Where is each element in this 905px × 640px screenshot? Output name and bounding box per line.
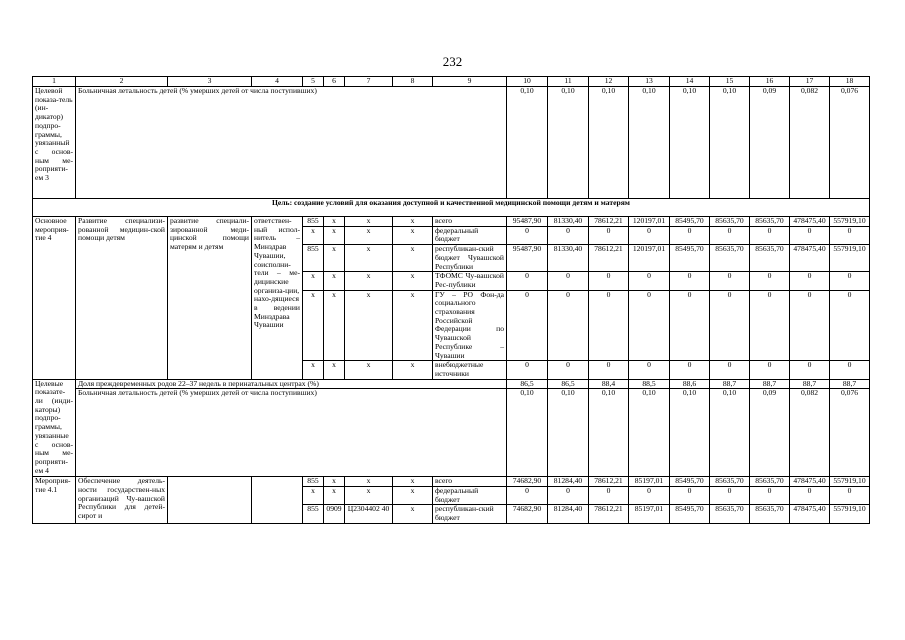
value-cell: 85495,70 (670, 245, 710, 272)
col-num: 4 (252, 77, 303, 87)
value-cell: 0,10 (629, 87, 670, 199)
code-cell: x (324, 217, 345, 227)
value-cell: 88,7 (790, 379, 830, 389)
value-cell: 88,4 (589, 379, 629, 389)
value-cell: 478475,40 (790, 505, 830, 523)
value-cell: 78612,21 (589, 217, 629, 227)
value-cell: 86,5 (548, 379, 589, 389)
value-cell: 0 (589, 361, 629, 379)
col-num: 11 (548, 77, 589, 87)
value-cell: 0,09 (750, 87, 790, 199)
activity-label: Основное мероприя-тие 4 (33, 217, 76, 380)
value-cell: 95487,90 (507, 217, 548, 227)
value-cell: 0 (548, 487, 589, 505)
value-cell: 88,6 (670, 379, 710, 389)
funding-source: ГУ – РО Фон-да социального страхования Российской Федерации по Чувашской Республике – Чувашии (433, 290, 507, 361)
activity-executor (252, 477, 303, 524)
code-cell: x (345, 361, 393, 379)
code-cell: x (345, 217, 393, 227)
m41-row-total (33, 477, 870, 487)
value-cell: 0 (507, 487, 548, 505)
value-cell: 0,09 (750, 389, 790, 477)
value-cell: 0,10 (548, 87, 589, 199)
value-cell: 0 (750, 361, 790, 379)
value-cell: 86,5 (507, 379, 548, 389)
value-cell: 0,10 (507, 87, 548, 199)
value-cell: 478475,40 (790, 477, 830, 487)
code-cell: x (393, 226, 433, 244)
funding-source: всего (433, 477, 507, 487)
goal-row (33, 199, 870, 217)
value-cell: 78612,21 (589, 245, 629, 272)
code-cell: x (393, 272, 433, 290)
value-cell: 85197,01 (629, 477, 670, 487)
value-cell: 0 (670, 361, 710, 379)
value-cell: 120197,01 (629, 245, 670, 272)
code-cell: x (393, 217, 433, 227)
value-cell: 0 (830, 272, 870, 290)
code-cell: x (303, 226, 324, 244)
value-cell: 88,7 (750, 379, 790, 389)
code-cell: x (324, 226, 345, 244)
code-cell: x (393, 477, 433, 487)
funding-source: федеральный бюджет (433, 487, 507, 505)
value-cell: 81330,40 (548, 245, 589, 272)
value-cell: 0 (589, 272, 629, 290)
value-cell: 0,10 (670, 389, 710, 477)
col-num: 10 (507, 77, 548, 87)
value-cell: 0 (507, 272, 548, 290)
value-cell: 85635,70 (710, 217, 750, 227)
value-cell: 0,10 (670, 87, 710, 199)
code-cell: x (393, 505, 433, 523)
value-cell: 81284,40 (548, 505, 589, 523)
value-cell: 0 (589, 226, 629, 244)
activity-task: развитие специали-зированной меди-цинской помощи матерям и детям (168, 217, 252, 380)
value-cell: 0 (629, 487, 670, 505)
value-cell: 78612,21 (589, 505, 629, 523)
value-cell: 85635,70 (710, 505, 750, 523)
funding-source: ТФОМС Чу-вашской Рес-публики (433, 272, 507, 290)
col-num: 5 (303, 77, 324, 87)
om4-row-total (33, 217, 870, 227)
value-cell: 0 (790, 290, 830, 361)
value-cell: 0 (790, 226, 830, 244)
value-cell: 85635,70 (750, 217, 790, 227)
value-cell: 0 (830, 361, 870, 379)
value-cell: 0 (629, 226, 670, 244)
code-cell: x (345, 487, 393, 505)
value-cell: 78612,21 (589, 477, 629, 487)
col-num: 6 (324, 77, 345, 87)
value-cell: 0,076 (830, 389, 870, 477)
col-num: 17 (790, 77, 830, 87)
activity-task (168, 477, 252, 524)
value-cell: 0 (830, 226, 870, 244)
column-number-row (33, 77, 870, 87)
col-num: 13 (629, 77, 670, 87)
code-cell: x (324, 487, 345, 505)
value-cell: 0 (710, 487, 750, 505)
value-cell: 0 (629, 272, 670, 290)
value-cell: 0 (830, 487, 870, 505)
code-cell: x (345, 226, 393, 244)
value-cell: 0 (670, 487, 710, 505)
col-num: 1 (33, 77, 76, 87)
target-label: Целевые показате-ли (инди-каторы) подпро-граммы, увязанные с основ-ным ме-роприяти-ем 4 (33, 379, 76, 477)
code-cell: x (303, 290, 324, 361)
value-cell: 0 (507, 290, 548, 361)
value-cell: 0,076 (830, 87, 870, 199)
value-cell: 0 (790, 361, 830, 379)
code-cell: 855 (303, 477, 324, 487)
value-cell: 120197,01 (629, 217, 670, 227)
value-cell: 0 (710, 290, 750, 361)
target4-row-2 (33, 389, 870, 477)
value-cell: 557919,10 (830, 217, 870, 227)
value-cell: 0 (507, 226, 548, 244)
value-cell: 557919,10 (830, 505, 870, 523)
value-cell: 0 (670, 290, 710, 361)
code-cell: Ц2304402 40 (345, 505, 393, 523)
code-cell: x (345, 272, 393, 290)
target-row-om3 (33, 87, 870, 199)
value-cell: 95487,90 (507, 245, 548, 272)
funding-source: всего (433, 217, 507, 227)
value-cell: 0 (790, 487, 830, 505)
indicator-text: Доля преждевременных родов 22–37 недель в перинатальных центрах (%) (76, 379, 507, 389)
value-cell: 478475,40 (790, 217, 830, 227)
activity-name: Обеспечение деятель-ности государствен-ных организаций Чу-вашской Республики для детей-сирот и (76, 477, 168, 524)
col-num: 9 (433, 77, 507, 87)
target4-row-1 (33, 379, 870, 389)
code-cell: x (303, 487, 324, 505)
page-number: 232 (442, 54, 463, 69)
target-label: Целевой показа-тель (ин-дикатор) подпро-граммы, увязанный с основ-ным ме-роприяти-ем 3 (33, 87, 76, 199)
col-num: 7 (345, 77, 393, 87)
value-cell: 85635,70 (750, 245, 790, 272)
value-cell: 74682,90 (507, 505, 548, 523)
goal-text: Цель: создание условий для оказания доступной и качественной медицинской помощи детям и матерям (33, 199, 870, 217)
value-cell: 88,5 (629, 379, 670, 389)
value-cell: 0 (750, 226, 790, 244)
value-cell: 0 (548, 226, 589, 244)
value-cell: 81284,40 (548, 477, 589, 487)
value-cell: 85635,70 (710, 245, 750, 272)
code-cell: x (324, 361, 345, 379)
code-cell: x (393, 361, 433, 379)
col-num: 18 (830, 77, 870, 87)
col-num: 12 (589, 77, 629, 87)
value-cell: 0 (548, 290, 589, 361)
value-cell: 85495,70 (670, 217, 710, 227)
value-cell: 0,10 (507, 389, 548, 477)
code-cell: x (324, 272, 345, 290)
value-cell: 0 (548, 361, 589, 379)
value-cell: 0 (670, 272, 710, 290)
col-num: 2 (76, 77, 168, 87)
value-cell: 0 (750, 272, 790, 290)
value-cell: 0,10 (710, 389, 750, 477)
code-cell: x (393, 290, 433, 361)
budget-table (32, 76, 870, 524)
value-cell: 85197,01 (629, 505, 670, 523)
funding-source: республикан-ский бюджет Чувашской Республики (433, 245, 507, 272)
value-cell: 88,7 (830, 379, 870, 389)
col-num: 3 (168, 77, 252, 87)
value-cell: 0 (710, 272, 750, 290)
value-cell: 0 (670, 226, 710, 244)
value-cell: 557919,10 (830, 477, 870, 487)
value-cell: 81330,40 (548, 217, 589, 227)
value-cell: 0 (710, 361, 750, 379)
code-cell: 0909 (324, 505, 345, 523)
value-cell: 85635,70 (750, 477, 790, 487)
value-cell: 0,10 (548, 389, 589, 477)
col-num: 15 (710, 77, 750, 87)
code-cell: x (324, 245, 345, 272)
value-cell: 478475,40 (790, 245, 830, 272)
value-cell: 74682,90 (507, 477, 548, 487)
activity-name: Развитие специализи-рованной медицин-ской помощи детям (76, 217, 168, 380)
code-cell: x (303, 361, 324, 379)
value-cell: 85495,70 (670, 477, 710, 487)
col-num: 8 (393, 77, 433, 87)
code-cell: x (345, 477, 393, 487)
value-cell: 0 (750, 487, 790, 505)
funding-source: республикан-ский бюджет (433, 505, 507, 523)
code-cell: 855 (303, 245, 324, 272)
value-cell: 0,10 (629, 389, 670, 477)
value-cell: 0,10 (589, 389, 629, 477)
code-cell: x (324, 290, 345, 361)
indicator-text: Больничная летальность детей (% умерших детей от числа поступивших) (76, 87, 507, 199)
value-cell: 0,10 (589, 87, 629, 199)
activity-executor: ответствен-ный испол-нитель – Минздрав Чувашии, соисполни-тели – ме-дицинские организа-ции, нахо-дящиеся в ведении Минздрава Чувашии (252, 217, 303, 380)
code-cell: x (345, 290, 393, 361)
value-cell: 0 (710, 226, 750, 244)
code-cell: x (324, 477, 345, 487)
value-cell: 0 (589, 487, 629, 505)
value-cell: 0 (589, 290, 629, 361)
value-cell: 88,7 (710, 379, 750, 389)
value-cell: 0,082 (790, 389, 830, 477)
code-cell: 855 (303, 217, 324, 227)
value-cell: 0 (629, 290, 670, 361)
code-cell: x (303, 272, 324, 290)
code-cell: x (393, 245, 433, 272)
value-cell: 0 (548, 272, 589, 290)
value-cell: 0 (629, 361, 670, 379)
value-cell: 0 (790, 272, 830, 290)
code-cell: x (393, 487, 433, 505)
value-cell: 85635,70 (750, 505, 790, 523)
col-num: 14 (670, 77, 710, 87)
code-cell: 855 (303, 505, 324, 523)
value-cell: 557919,10 (830, 245, 870, 272)
value-cell: 85635,70 (710, 477, 750, 487)
code-cell: x (345, 245, 393, 272)
funding-source: федеральный бюджет (433, 226, 507, 244)
activity-label: Мероприя-тие 4.1 (33, 477, 76, 524)
value-cell: 0 (507, 361, 548, 379)
indicator-text: Больничная летальность детей (% умерших детей от числа поступивших) (76, 389, 507, 477)
value-cell: 0 (750, 290, 790, 361)
value-cell: 0,082 (790, 87, 830, 199)
value-cell: 85495,70 (670, 505, 710, 523)
funding-source: внебюджетные источники (433, 361, 507, 379)
value-cell: 0,10 (710, 87, 750, 199)
value-cell: 0 (830, 290, 870, 361)
col-num: 16 (750, 77, 790, 87)
